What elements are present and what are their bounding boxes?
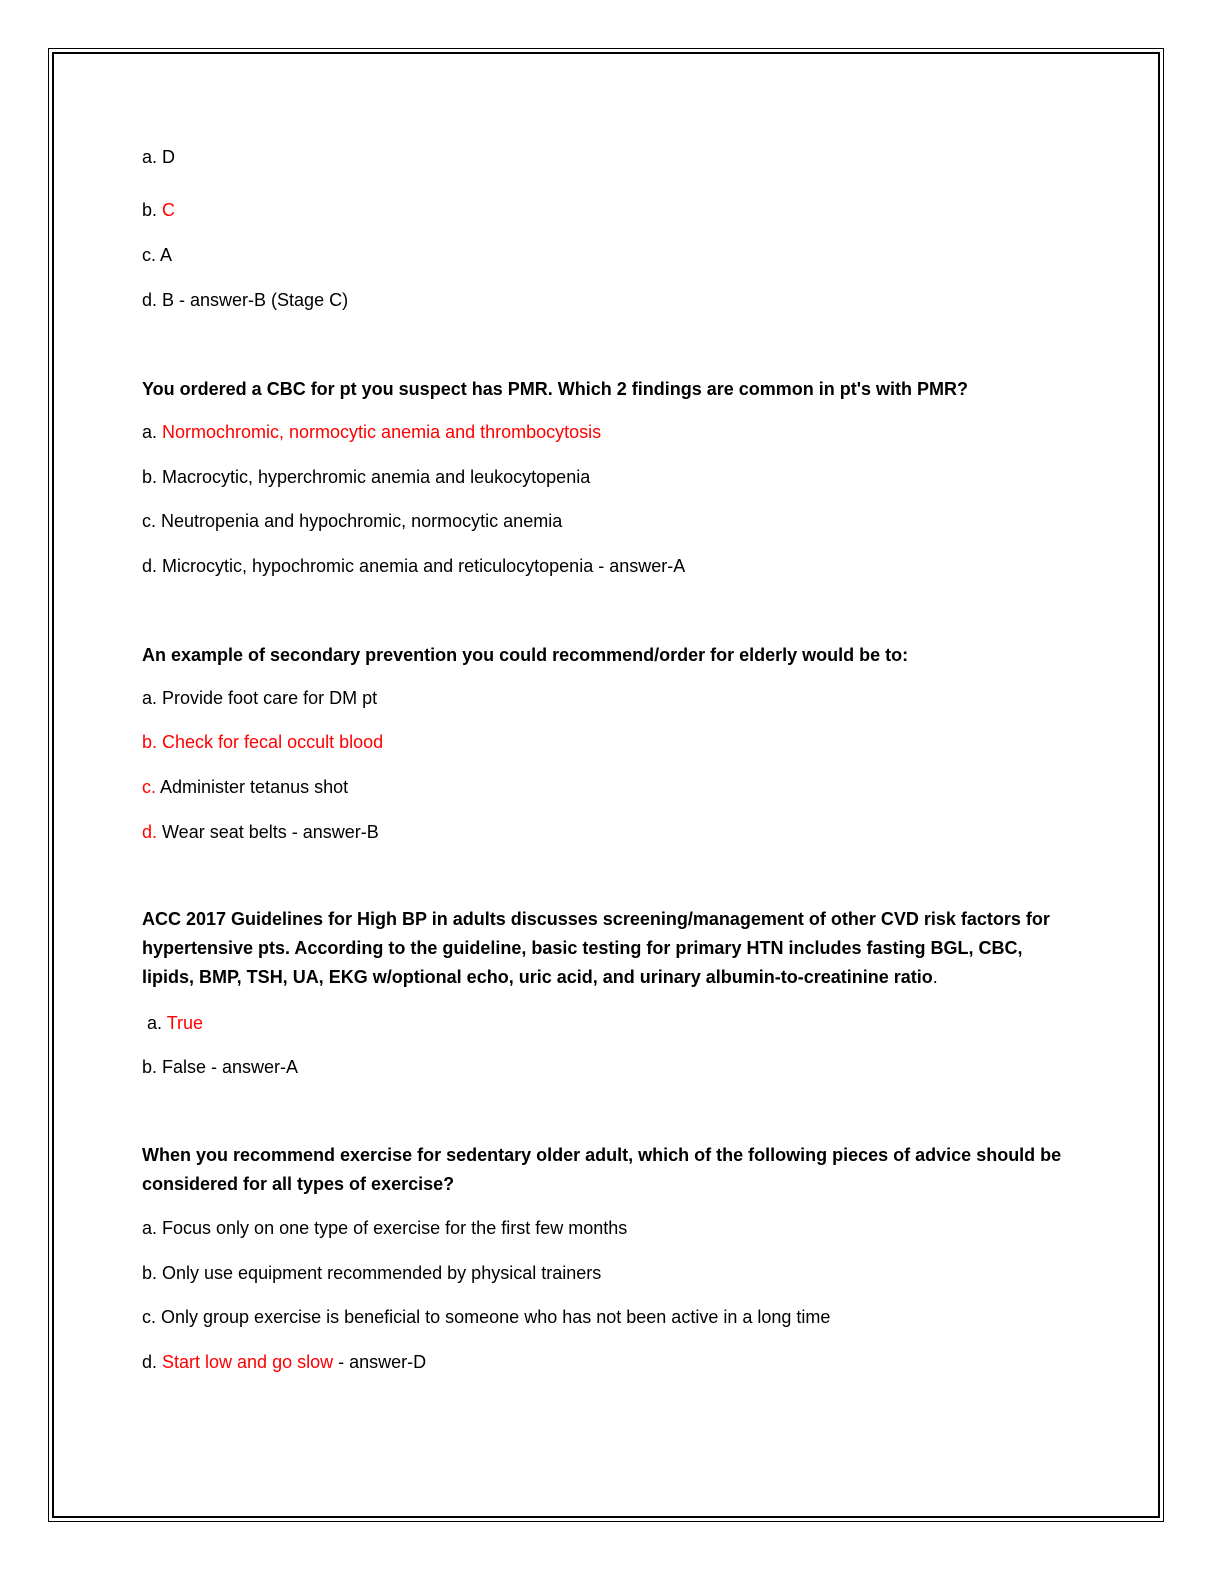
block4-option-a-prefix: a. <box>142 1013 167 1033</box>
block5-option-d-suffix: - answer-D <box>333 1352 427 1372</box>
block1-option-d: d. B - answer-B (Stage C) <box>142 290 349 310</box>
block4-question-period: . <box>932 967 938 987</box>
block3-option-c-text: Administer tetanus shot <box>156 777 349 797</box>
block3-option-c-prefix: c. <box>142 777 157 797</box>
block3-option-a: a. Provide foot care for DM pt <box>142 688 378 708</box>
block4-option-b: b. False - answer-A <box>142 1057 299 1077</box>
block1-option-a: a. D <box>142 147 176 167</box>
block5-option-a: a. Focus only on one type of exercise for the first few months <box>142 1218 628 1238</box>
block5-question: When you recommend exercise for sedentary older adult, which of the following pieces of advice should be considered for all types of exercise? <box>142 1145 1062 1194</box>
block3-question: An example of secondary prevention you could recommend/order for elderly would be to: <box>142 645 909 665</box>
block3-option-b: b. Check for fecal occult blood <box>142 732 384 752</box>
block5-option-c: c. Only group exercise is beneficial to someone who has not been active in a long time <box>142 1307 831 1327</box>
block2-option-a <box>142 421 601 443</box>
block2-option-b: b. Macrocytic, hyperchromic anemia and leukocytopenia <box>142 467 591 487</box>
block1-option-b-prefix: b. <box>142 200 163 220</box>
block2-option-a-prefix: a. <box>142 422 163 442</box>
block2-question: You ordered a CBC for pt you suspect has PMR. Which 2 findings are common in pt's with PMR? <box>142 379 969 399</box>
block4-question <box>142 905 1072 992</box>
block1-option-c: c. A <box>142 245 173 265</box>
block3-option-d <box>142 821 379 843</box>
block5-option-b: b. Only use equipment recommended by physical trainers <box>142 1263 602 1283</box>
block2-option-a-answer: Normochromic, normocytic anemia and thrombocytosis <box>162 422 602 442</box>
block4-option-a <box>142 1012 203 1034</box>
block3-option-d-prefix: d. <box>142 822 158 842</box>
block1-option-b <box>142 199 175 221</box>
block2-option-d: d. Microcytic, hypochromic anemia and reticulocytopenia - answer-A <box>142 556 686 576</box>
block5-option-d-prefix: d. <box>142 1352 163 1372</box>
block1-option-b-answer: C <box>162 200 176 220</box>
block5-option-d <box>142 1351 426 1373</box>
block3-option-d-text: Wear seat belts - answer-B <box>157 822 379 842</box>
block4-option-a-answer: True <box>166 1013 204 1033</box>
block2-option-c: c. Neutropenia and hypochromic, normocytic anemia <box>142 511 563 531</box>
block4-question-text: ACC 2017 Guidelines for High BP in adults discusses screening/management of other CVD risk factors for hypertensive pts. According to the guideline, basic testing for primary HTN includes fasting BGL, CBC, lipids, BMP, TSH, UA, EKG w/optional echo, uric acid, and urinary albumin-to-creatinine ratio <box>142 909 1050 987</box>
block3-option-c <box>142 776 348 798</box>
block5-option-d-answer: Start low and go slow <box>162 1352 334 1372</box>
